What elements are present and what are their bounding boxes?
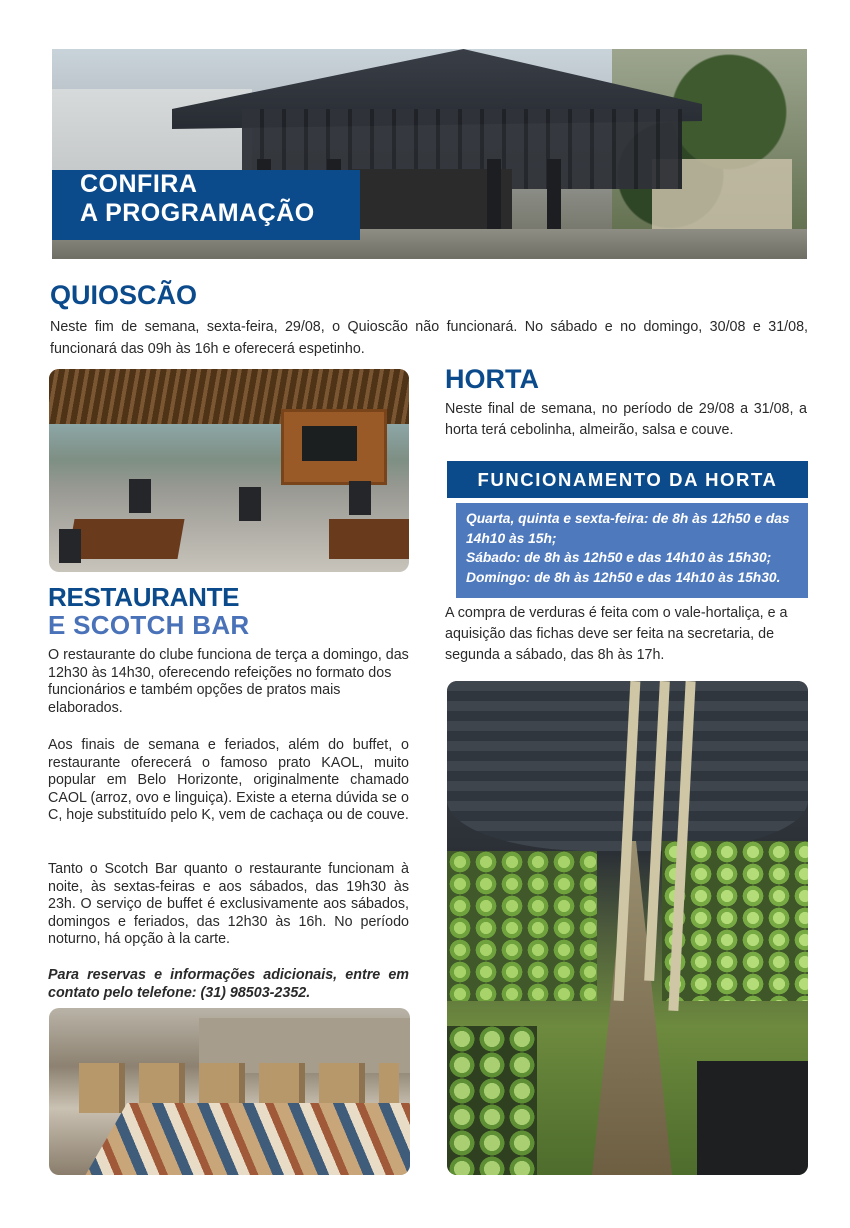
scotch-bar-heading: E SCOTCH BAR [48,610,250,640]
restaurante-contact: Para reservas e informações adicionais, entre em contato pelo telefone: (31) 98503-2352. [48,967,409,1001]
horta-schedule-weekdays: Quarta, quinta e sexta-feira: de 8h às 12h50 e das 14h10 às 15h; [466,511,790,546]
greenhouse-photo [447,681,808,1175]
banner-title-line1: CONFIRA [80,170,198,198]
restaurante-paragraph-1: O restaurante do clube funciona de terça a domingo, das 12h30 às 14h30, oferecendo refeições no formato dos funcionários e também opções de pratos mais elaborados. [48,647,409,716]
horta-purchase-text: A compra de verduras é feita com o vale-hortaliça, e a aquisição das fichas deve ser feita na secretaria, de segunda a sábado, das 8h às 17h. [445,605,788,663]
horta-text: Neste final de semana, no período de 29/08 a 31/08, a horta terá cebolinha, almeirão, salsa e couve. [445,401,807,438]
restaurante-paragraph-2: Aos finais de semana e feriados, além do buffet, o restaurante oferecerá o famoso prato KAOL, muito popular em Belo Horizonte, originalmente chamado CAOL (arroz, ovo e linguiça). Existe a eterna dúvida se o C, hoje substituído pelo K, vem de cachaça ou de couve. [48,737,409,824]
banner-title [52,170,360,240]
quioscao-heading: QUIOSCÃO [50,280,198,310]
kiosk-photo [49,369,409,572]
horta-schedule-saturday: Sábado: de 8h às 12h50 e das 14h10 às 15h30; [466,550,772,565]
restaurante-paragraph-3: Tanto o Scotch Bar quanto o restaurante funcionam à noite, às sextas-feiras e aos sábados, das 19h30 às 23h. O serviço de buffet é exclusivamente aos sábados, domingos e feriados, das 12h30 às 16h. No período noturno, há opção à la carte. [48,861,409,948]
horta-schedule-box [456,503,808,598]
banner-title-line2: A PROGRAMAÇÃO [80,199,315,227]
horta-schedule-sunday: Domingo: de 8h às 12h50 e das 14h10 às 15h30. [466,569,781,585]
horta-schedule-title: FUNCIONAMENTO DA HORTA [447,461,808,498]
quioscao-text: Neste fim de semana, sexta-feira, 29/08, o Quioscão não funcionará. No sábado e no domingo, 30/08 e 31/08, funcionará das 09h às 16h e oferecerá espetinho. [50,319,808,357]
restaurante-heading: RESTAURANTE [48,582,240,612]
horta-heading: HORTA [445,364,539,394]
restaurant-tables-photo [49,1008,410,1175]
